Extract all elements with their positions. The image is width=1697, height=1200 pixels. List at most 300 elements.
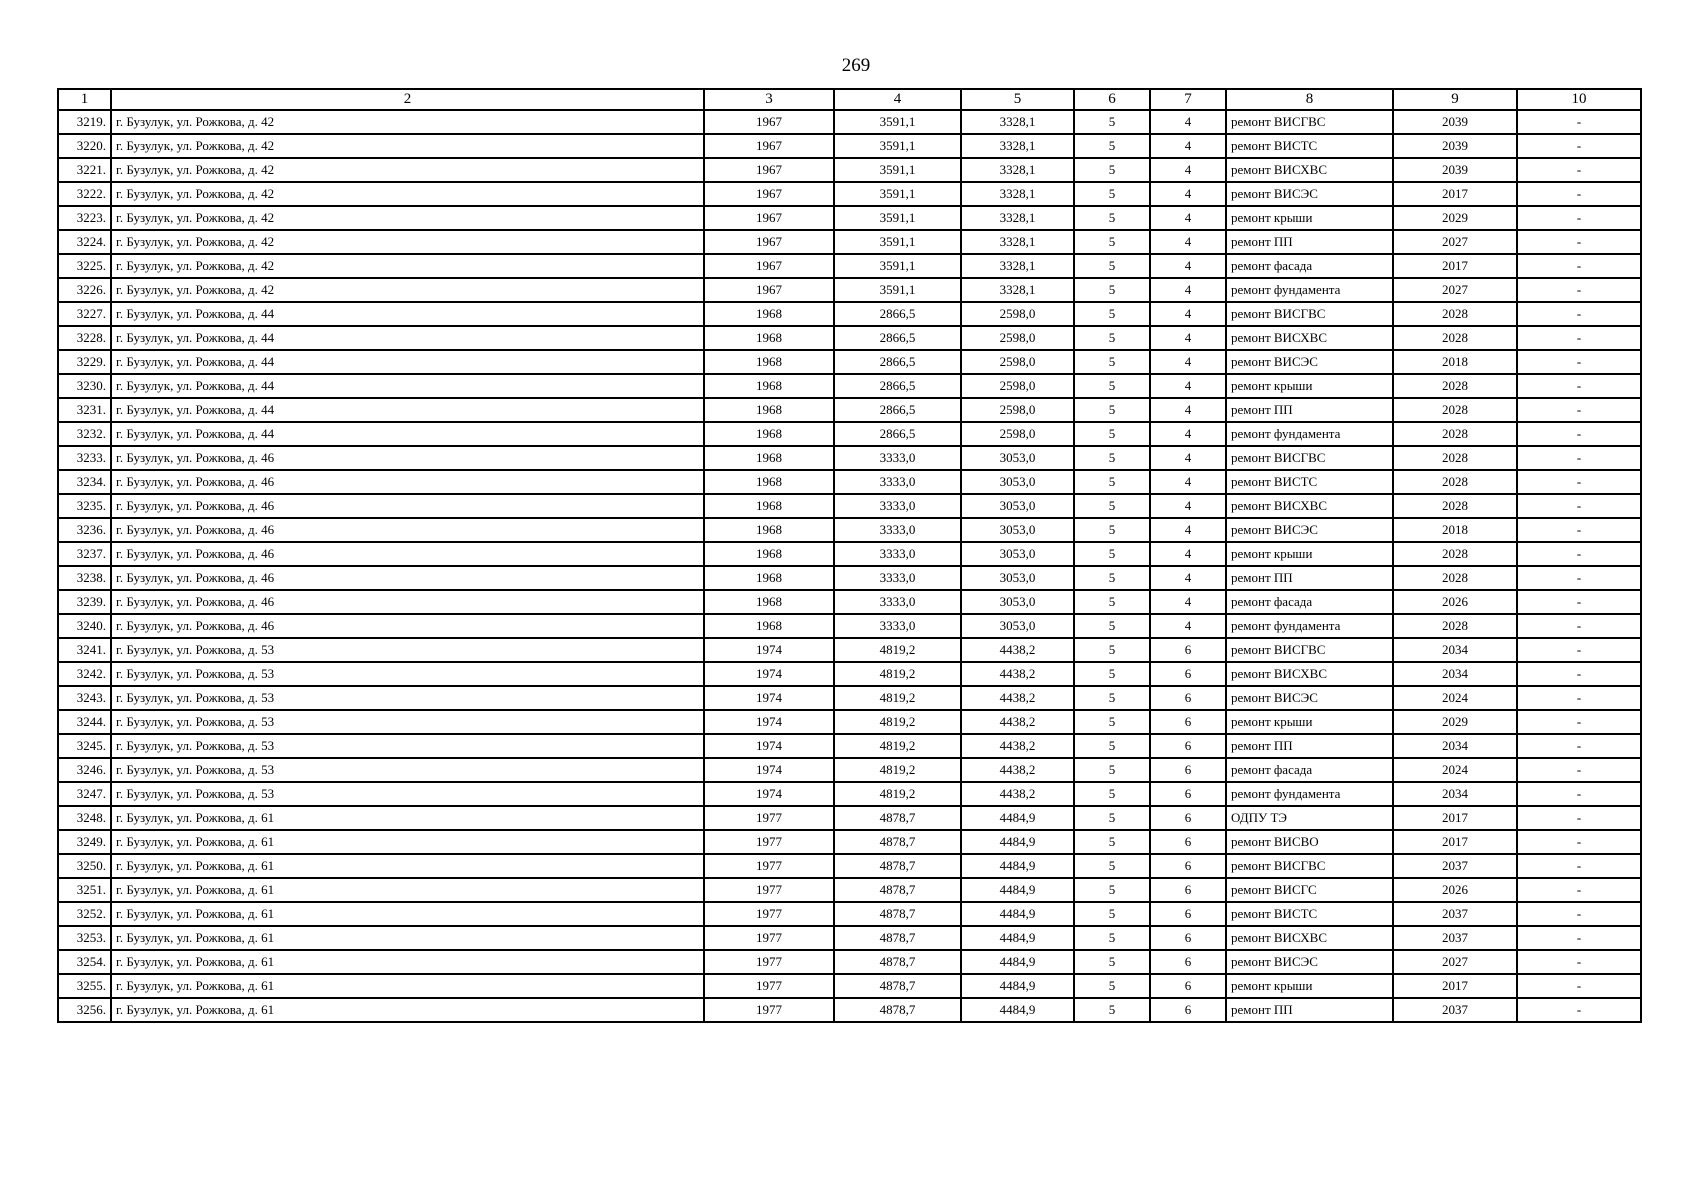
table-cell-col-2: г. Бузулук, ул. Рожкова, д. 61: [111, 950, 704, 974]
table-cell-col-5: 3053,0: [961, 566, 1074, 590]
table-cell-col-4: 4819,2: [834, 686, 961, 710]
table-cell-col-4: 2866,5: [834, 374, 961, 398]
table-cell-col-5: 4484,9: [961, 998, 1074, 1022]
table-cell-col-6: 5: [1074, 446, 1150, 470]
table-cell-col-6: 5: [1074, 254, 1150, 278]
table-cell-col-2: г. Бузулук, ул. Рожкова, д. 53: [111, 734, 704, 758]
table-row: [58, 254, 1641, 278]
table-cell-col-8: ремонт ВИСГВС: [1226, 854, 1393, 878]
table-cell-col-2: г. Бузулук, ул. Рожкова, д. 46: [111, 566, 704, 590]
table-cell-col-2: г. Бузулук, ул. Рожкова, д. 61: [111, 998, 704, 1022]
table-row: [58, 926, 1641, 950]
table-cell-col-4: 4878,7: [834, 926, 961, 950]
table-cell-col-5: 2598,0: [961, 374, 1074, 398]
table-row: [58, 710, 1641, 734]
table-cell-col-8: ремонт фундамента: [1226, 278, 1393, 302]
table-cell-col-6: 5: [1074, 110, 1150, 134]
table-cell-col-1: 3225.: [58, 254, 111, 278]
table-cell-col-4: 3333,0: [834, 590, 961, 614]
table-cell-col-8: ремонт ПП: [1226, 734, 1393, 758]
table-cell-col-8: ремонт крыши: [1226, 374, 1393, 398]
table-cell-col-9: 2037: [1393, 902, 1517, 926]
table-cell-col-1: 3223.: [58, 206, 111, 230]
table-cell-col-5: 4484,9: [961, 830, 1074, 854]
table-cell-col-9: 2034: [1393, 782, 1517, 806]
table-cell-col-10: -: [1517, 974, 1641, 998]
table-cell-col-8: ремонт крыши: [1226, 974, 1393, 998]
table-cell-col-3: 1967: [704, 158, 834, 182]
table-cell-col-3: 1977: [704, 950, 834, 974]
table-cell-col-7: 6: [1150, 710, 1226, 734]
table-cell-col-10: -: [1517, 278, 1641, 302]
table-cell-col-2: г. Бузулук, ул. Рожкова, д. 46: [111, 518, 704, 542]
table-cell-col-1: 3245.: [58, 734, 111, 758]
table-cell-col-9: 2037: [1393, 926, 1517, 950]
table-cell-col-1: 3247.: [58, 782, 111, 806]
table-cell-col-3: 1974: [704, 710, 834, 734]
table-cell-col-7: 6: [1150, 854, 1226, 878]
table-cell-col-9: 2037: [1393, 854, 1517, 878]
table-cell-col-10: -: [1517, 686, 1641, 710]
header-row: [58, 89, 1641, 110]
table-cell-col-4: 4819,2: [834, 710, 961, 734]
table-cell-col-5: 3328,1: [961, 278, 1074, 302]
table-cell-col-10: -: [1517, 734, 1641, 758]
table-cell-col-7: 6: [1150, 686, 1226, 710]
table-cell-col-10: -: [1517, 566, 1641, 590]
table-row: [58, 806, 1641, 830]
table-cell-col-1: 3229.: [58, 350, 111, 374]
table-row: [58, 374, 1641, 398]
table-cell-col-2: г. Бузулук, ул. Рожкова, д. 46: [111, 446, 704, 470]
table-cell-col-1: 3246.: [58, 758, 111, 782]
table-cell-col-1: 3238.: [58, 566, 111, 590]
table-cell-col-3: 1974: [704, 638, 834, 662]
column-header-7: 7: [1150, 89, 1226, 110]
table-cell-col-7: 4: [1150, 326, 1226, 350]
table-cell-col-8: ремонт ВИСЭС: [1226, 950, 1393, 974]
table-cell-col-7: 4: [1150, 230, 1226, 254]
table-cell-col-4: 4878,7: [834, 998, 961, 1022]
table-cell-col-3: 1977: [704, 902, 834, 926]
table-cell-col-2: г. Бузулук, ул. Рожкова, д. 46: [111, 470, 704, 494]
table-cell-col-4: 3591,1: [834, 158, 961, 182]
table-cell-col-6: 5: [1074, 542, 1150, 566]
table-cell-col-8: ремонт ПП: [1226, 998, 1393, 1022]
table-cell-col-1: 3240.: [58, 614, 111, 638]
table-cell-col-9: 2028: [1393, 494, 1517, 518]
table-cell-col-6: 5: [1074, 230, 1150, 254]
table-cell-col-6: 5: [1074, 926, 1150, 950]
table-cell-col-9: 2037: [1393, 998, 1517, 1022]
table-cell-col-2: г. Бузулук, ул. Рожкова, д. 42: [111, 206, 704, 230]
table-cell-col-8: ремонт ВИСТС: [1226, 134, 1393, 158]
table-cell-col-6: 5: [1074, 590, 1150, 614]
table-row: [58, 686, 1641, 710]
table-cell-col-4: 4819,2: [834, 758, 961, 782]
table-row: [58, 422, 1641, 446]
table-row: [58, 638, 1641, 662]
column-header-8: 8: [1226, 89, 1393, 110]
table-row: [58, 350, 1641, 374]
table-row: [58, 230, 1641, 254]
table-row: [58, 614, 1641, 638]
table-cell-col-2: г. Бузулук, ул. Рожкова, д. 42: [111, 158, 704, 182]
table-cell-col-9: 2029: [1393, 206, 1517, 230]
table-cell-col-8: ремонт ВИСХВС: [1226, 326, 1393, 350]
table-cell-col-10: -: [1517, 350, 1641, 374]
table-cell-col-6: 5: [1074, 302, 1150, 326]
table-cell-col-3: 1968: [704, 614, 834, 638]
table-cell-col-7: 6: [1150, 902, 1226, 926]
table-cell-col-1: 3234.: [58, 470, 111, 494]
table-cell-col-5: 3053,0: [961, 542, 1074, 566]
table-cell-col-1: 3255.: [58, 974, 111, 998]
table-cell-col-5: 3053,0: [961, 614, 1074, 638]
column-header-2: 2: [111, 89, 704, 110]
table-cell-col-3: 1974: [704, 758, 834, 782]
table-cell-col-1: 3221.: [58, 158, 111, 182]
table-cell-col-5: 4438,2: [961, 734, 1074, 758]
table-cell-col-5: 4438,2: [961, 686, 1074, 710]
table-cell-col-6: 5: [1074, 134, 1150, 158]
table-cell-col-5: 3053,0: [961, 590, 1074, 614]
table-row: [58, 758, 1641, 782]
table-cell-col-1: 3242.: [58, 662, 111, 686]
table-cell-col-7: 6: [1150, 950, 1226, 974]
table-cell-col-8: ремонт ВИСЭС: [1226, 518, 1393, 542]
table-cell-col-4: 3333,0: [834, 470, 961, 494]
table-cell-col-1: 3232.: [58, 422, 111, 446]
table-cell-col-9: 2029: [1393, 710, 1517, 734]
table-cell-col-9: 2026: [1393, 590, 1517, 614]
table-cell-col-8: ремонт ВИСТС: [1226, 902, 1393, 926]
table-cell-col-2: г. Бузулук, ул. Рожкова, д. 42: [111, 254, 704, 278]
table-cell-col-4: 4878,7: [834, 974, 961, 998]
table-cell-col-1: 3231.: [58, 398, 111, 422]
table-cell-col-9: 2017: [1393, 974, 1517, 998]
table-cell-col-2: г. Бузулук, ул. Рожкова, д. 44: [111, 374, 704, 398]
table-cell-col-4: 4878,7: [834, 902, 961, 926]
table-cell-col-3: 1968: [704, 566, 834, 590]
table-cell-col-7: 4: [1150, 614, 1226, 638]
table-cell-col-1: 3256.: [58, 998, 111, 1022]
table-cell-col-3: 1968: [704, 302, 834, 326]
table-cell-col-10: -: [1517, 614, 1641, 638]
table-row: [58, 206, 1641, 230]
table-cell-col-8: ремонт ВИСХВС: [1226, 662, 1393, 686]
table-cell-col-8: ремонт фундамента: [1226, 422, 1393, 446]
table-cell-col-6: 5: [1074, 854, 1150, 878]
table-cell-col-5: 3053,0: [961, 446, 1074, 470]
table-cell-col-2: г. Бузулук, ул. Рожкова, д. 42: [111, 182, 704, 206]
table-cell-col-8: ремонт фасада: [1226, 254, 1393, 278]
table-cell-col-10: -: [1517, 782, 1641, 806]
table-cell-col-6: 5: [1074, 734, 1150, 758]
column-header-1: 1: [58, 89, 111, 110]
table-cell-col-8: ремонт ВИСГВС: [1226, 110, 1393, 134]
table-cell-col-9: 2028: [1393, 446, 1517, 470]
table-cell-col-5: 2598,0: [961, 350, 1074, 374]
table-cell-col-4: 2866,5: [834, 326, 961, 350]
table-cell-col-4: 4819,2: [834, 782, 961, 806]
table-cell-col-7: 6: [1150, 926, 1226, 950]
table-cell-col-5: 4484,9: [961, 854, 1074, 878]
table-cell-col-9: 2018: [1393, 518, 1517, 542]
table-cell-col-5: 3053,0: [961, 518, 1074, 542]
table-cell-col-10: -: [1517, 446, 1641, 470]
table-cell-col-4: 2866,5: [834, 398, 961, 422]
table-cell-col-10: -: [1517, 830, 1641, 854]
table-cell-col-8: ремонт ВИСХВС: [1226, 158, 1393, 182]
table-cell-col-6: 5: [1074, 278, 1150, 302]
table-cell-col-2: г. Бузулук, ул. Рожкова, д. 44: [111, 302, 704, 326]
table-cell-col-4: 3591,1: [834, 206, 961, 230]
table-cell-col-8: ремонт ВИСХВС: [1226, 494, 1393, 518]
table-cell-col-4: 4878,7: [834, 806, 961, 830]
table-cell-col-5: 3328,1: [961, 110, 1074, 134]
table-cell-col-10: -: [1517, 206, 1641, 230]
table-row: [58, 974, 1641, 998]
table-cell-col-2: г. Бузулук, ул. Рожкова, д. 53: [111, 710, 704, 734]
table-row: [58, 278, 1641, 302]
table-cell-col-1: 3226.: [58, 278, 111, 302]
table-cell-col-4: 3591,1: [834, 182, 961, 206]
table-cell-col-7: 6: [1150, 758, 1226, 782]
table-cell-col-6: 5: [1074, 494, 1150, 518]
table-cell-col-7: 4: [1150, 470, 1226, 494]
table-cell-col-6: 5: [1074, 638, 1150, 662]
table-cell-col-2: г. Бузулук, ул. Рожкова, д. 44: [111, 422, 704, 446]
column-header-9: 9: [1393, 89, 1517, 110]
table-cell-col-4: 3333,0: [834, 518, 961, 542]
table-cell-col-5: 2598,0: [961, 302, 1074, 326]
table-cell-col-1: 3251.: [58, 878, 111, 902]
table-cell-col-2: г. Бузулук, ул. Рожкова, д. 61: [111, 830, 704, 854]
table-cell-col-6: 5: [1074, 374, 1150, 398]
table-cell-col-10: -: [1517, 710, 1641, 734]
table-cell-col-5: 4438,2: [961, 758, 1074, 782]
table-cell-col-7: 6: [1150, 974, 1226, 998]
table-cell-col-3: 1977: [704, 974, 834, 998]
table-cell-col-5: 3328,1: [961, 182, 1074, 206]
table-cell-col-1: 3233.: [58, 446, 111, 470]
table-row: [58, 326, 1641, 350]
table-cell-col-7: 4: [1150, 542, 1226, 566]
table-cell-col-5: 3328,1: [961, 206, 1074, 230]
table-cell-col-7: 4: [1150, 566, 1226, 590]
table-cell-col-5: 3328,1: [961, 158, 1074, 182]
table-cell-col-8: ремонт ВИСЭС: [1226, 686, 1393, 710]
table-cell-col-9: 2028: [1393, 566, 1517, 590]
table-cell-col-3: 1968: [704, 398, 834, 422]
table-cell-col-5: 4484,9: [961, 950, 1074, 974]
table-cell-col-7: 6: [1150, 734, 1226, 758]
table-cell-col-6: 5: [1074, 758, 1150, 782]
table-cell-col-7: 4: [1150, 302, 1226, 326]
table-cell-col-2: г. Бузулук, ул. Рожкова, д. 46: [111, 494, 704, 518]
table-cell-col-8: ремонт ВИСВО: [1226, 830, 1393, 854]
table-row: [58, 110, 1641, 134]
table-cell-col-2: г. Бузулук, ул. Рожкова, д. 53: [111, 782, 704, 806]
table-cell-col-3: 1977: [704, 878, 834, 902]
table-row: [58, 158, 1641, 182]
table-cell-col-2: г. Бузулук, ул. Рожкова, д. 61: [111, 926, 704, 950]
table-cell-col-8: ремонт фасада: [1226, 758, 1393, 782]
table-cell-col-6: 5: [1074, 158, 1150, 182]
table-cell-col-8: ремонт фасада: [1226, 590, 1393, 614]
table-cell-col-7: 6: [1150, 830, 1226, 854]
column-header-6: 6: [1074, 89, 1150, 110]
table-cell-col-1: 3227.: [58, 302, 111, 326]
table-row: [58, 566, 1641, 590]
table-cell-col-9: 2028: [1393, 470, 1517, 494]
table-cell-col-7: 4: [1150, 182, 1226, 206]
table-cell-col-4: 3333,0: [834, 446, 961, 470]
table-cell-col-1: 3235.: [58, 494, 111, 518]
table-cell-col-9: 2039: [1393, 134, 1517, 158]
table-cell-col-5: 2598,0: [961, 398, 1074, 422]
table-row: [58, 446, 1641, 470]
table-cell-col-3: 1967: [704, 206, 834, 230]
table-cell-col-10: -: [1517, 494, 1641, 518]
table-row: [58, 182, 1641, 206]
table-cell-col-7: 4: [1150, 206, 1226, 230]
table-cell-col-5: 3053,0: [961, 494, 1074, 518]
table-cell-col-7: 4: [1150, 158, 1226, 182]
table-cell-col-8: ремонт ПП: [1226, 230, 1393, 254]
table-cell-col-9: 2028: [1393, 614, 1517, 638]
table-cell-col-3: 1974: [704, 782, 834, 806]
table-cell-col-1: 3252.: [58, 902, 111, 926]
table-cell-col-2: г. Бузулук, ул. Рожкова, д. 42: [111, 230, 704, 254]
table-cell-col-10: -: [1517, 758, 1641, 782]
table-cell-col-7: 4: [1150, 422, 1226, 446]
table-cell-col-6: 5: [1074, 398, 1150, 422]
table-cell-col-3: 1967: [704, 278, 834, 302]
table-cell-col-10: -: [1517, 182, 1641, 206]
table-cell-col-6: 5: [1074, 518, 1150, 542]
table-cell-col-8: ремонт ПП: [1226, 398, 1393, 422]
table-cell-col-3: 1968: [704, 374, 834, 398]
table-cell-col-3: 1977: [704, 830, 834, 854]
table-cell-col-2: г. Бузулук, ул. Рожкова, д. 61: [111, 806, 704, 830]
table-cell-col-2: г. Бузулук, ул. Рожкова, д. 53: [111, 758, 704, 782]
table-cell-col-2: г. Бузулук, ул. Рожкова, д. 61: [111, 878, 704, 902]
table-cell-col-8: ремонт фундамента: [1226, 782, 1393, 806]
table-cell-col-8: ремонт ПП: [1226, 566, 1393, 590]
table-row: [58, 878, 1641, 902]
table-cell-col-4: 3333,0: [834, 614, 961, 638]
table-cell-col-5: 4484,9: [961, 878, 1074, 902]
table-cell-col-10: -: [1517, 638, 1641, 662]
table-cell-col-6: 5: [1074, 686, 1150, 710]
table-cell-col-1: 3219.: [58, 110, 111, 134]
table-cell-col-8: ремонт ВИСЭС: [1226, 350, 1393, 374]
table-cell-col-6: 5: [1074, 950, 1150, 974]
table-cell-col-5: 4484,9: [961, 902, 1074, 926]
table-row: [58, 950, 1641, 974]
table-cell-col-9: 2017: [1393, 254, 1517, 278]
table-row: [58, 542, 1641, 566]
table-cell-col-9: 2034: [1393, 638, 1517, 662]
table-cell-col-3: 1977: [704, 854, 834, 878]
table-cell-col-5: 2598,0: [961, 326, 1074, 350]
table-cell-col-3: 1968: [704, 470, 834, 494]
table-cell-col-4: 4878,7: [834, 854, 961, 878]
table-cell-col-4: 3591,1: [834, 254, 961, 278]
table-cell-col-3: 1967: [704, 134, 834, 158]
table-cell-col-5: 3328,1: [961, 134, 1074, 158]
table-cell-col-5: 4438,2: [961, 638, 1074, 662]
table-cell-col-4: 2866,5: [834, 350, 961, 374]
table-cell-col-4: 4819,2: [834, 734, 961, 758]
table-cell-col-1: 3244.: [58, 710, 111, 734]
table-cell-col-3: 1967: [704, 254, 834, 278]
table-cell-col-7: 4: [1150, 374, 1226, 398]
table-cell-col-10: -: [1517, 158, 1641, 182]
table-cell-col-7: 4: [1150, 446, 1226, 470]
table-body: [58, 110, 1641, 1022]
table-cell-col-6: 5: [1074, 902, 1150, 926]
table-cell-col-4: 3333,0: [834, 566, 961, 590]
table-row: [58, 854, 1641, 878]
table-cell-col-10: -: [1517, 470, 1641, 494]
table-cell-col-1: 3220.: [58, 134, 111, 158]
registry-table: [57, 88, 1642, 1023]
table-cell-col-3: 1977: [704, 926, 834, 950]
table-cell-col-7: 6: [1150, 662, 1226, 686]
table-cell-col-3: 1968: [704, 590, 834, 614]
table-cell-col-6: 5: [1074, 614, 1150, 638]
table-cell-col-7: 4: [1150, 518, 1226, 542]
table-cell-col-1: 3222.: [58, 182, 111, 206]
table-cell-col-5: 4484,9: [961, 926, 1074, 950]
table-cell-col-5: 2598,0: [961, 422, 1074, 446]
table-cell-col-2: г. Бузулук, ул. Рожкова, д. 42: [111, 278, 704, 302]
column-header-3: 3: [704, 89, 834, 110]
table-cell-col-6: 5: [1074, 710, 1150, 734]
table-cell-col-4: 3591,1: [834, 110, 961, 134]
table-cell-col-9: 2039: [1393, 158, 1517, 182]
table-cell-col-3: 1967: [704, 230, 834, 254]
table-cell-col-9: 2026: [1393, 878, 1517, 902]
table-cell-col-7: 4: [1150, 494, 1226, 518]
table-cell-col-6: 5: [1074, 662, 1150, 686]
table-cell-col-3: 1974: [704, 686, 834, 710]
table-cell-col-3: 1968: [704, 326, 834, 350]
table-cell-col-10: -: [1517, 926, 1641, 950]
table-cell-col-4: 2866,5: [834, 422, 961, 446]
table-cell-col-10: -: [1517, 902, 1641, 926]
table-cell-col-9: 2028: [1393, 374, 1517, 398]
table-cell-col-2: г. Бузулук, ул. Рожкова, д. 53: [111, 662, 704, 686]
table-cell-col-9: 2028: [1393, 542, 1517, 566]
table-cell-col-2: г. Бузулук, ул. Рожкова, д. 53: [111, 686, 704, 710]
table-cell-col-10: -: [1517, 110, 1641, 134]
table-cell-col-4: 3333,0: [834, 494, 961, 518]
table-row: [58, 302, 1641, 326]
table-cell-col-3: 1968: [704, 446, 834, 470]
table-cell-col-4: 4878,7: [834, 950, 961, 974]
table-cell-col-2: г. Бузулук, ул. Рожкова, д. 61: [111, 854, 704, 878]
table-cell-col-10: -: [1517, 518, 1641, 542]
table-cell-col-4: 4878,7: [834, 830, 961, 854]
table-cell-col-4: 4819,2: [834, 662, 961, 686]
table-cell-col-3: 1968: [704, 542, 834, 566]
table-cell-col-10: -: [1517, 134, 1641, 158]
table-cell-col-10: -: [1517, 230, 1641, 254]
